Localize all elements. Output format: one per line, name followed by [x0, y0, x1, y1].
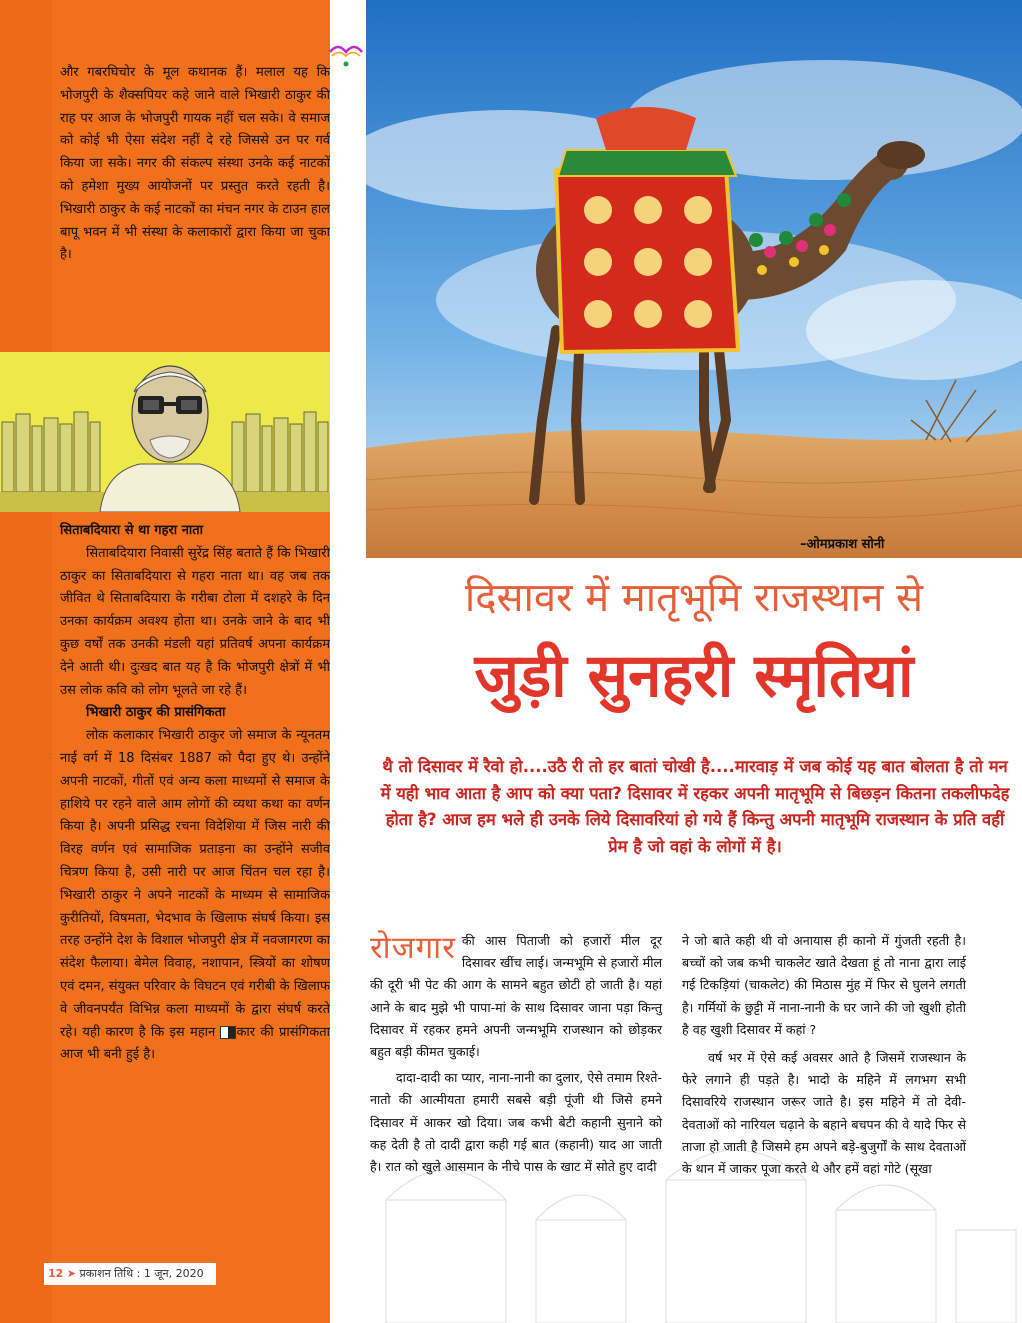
sidebar-body-text: [60, 520, 330, 1067]
headline-line-2: जुड़ी सुनहरी स्मृतियां: [474, 641, 914, 711]
sidebar-edge-strip: [0, 0, 52, 1323]
sidebar-paragraph-sitabdiyara: सिताबदियारा निवासी सुरेंद्र सिंह बताते हैं कि भिखारी ठाकुर का सिताबदियारा से गहरा नाता था। वह जब तक जीवित थे सिताबदियारा के गरीबा टोला में दशहरे के दिन उनका कार्यक्रम अवश्य होता था। उनके जाने के बाद भी कुछ वर्षों तक उनकी मंडली यहां प्रतिवर्ष अपना कार्यक्रम देने आती थी। दुःखद बात यह है कि भोजपुरी क्षेत्रों में भी उस लोक कवि को लोग भूलते जा रहे हैं।: [60, 545, 330, 698]
photo-credit: –ओमप्रकाश सोनी: [800, 537, 885, 552]
decorative-ornament-icon: [326, 40, 366, 70]
sidebar-heading-sitabdiyara: सिताबदियारा से था गहरा नाता: [60, 523, 204, 538]
portrait-bookshelf-drawing: [0, 352, 330, 512]
article-paragraph-3: ने जो बाते कही थी वो अनायास ही कानो में गुंजती रहती है। बच्चों को जब कभी चाकलेट खाते देखता हूं तो नाना द्वारा लाई गई टिकड़ियां (चाकलेट) की मिठास मुंह में फिर से घुलने लगती है। गर्मियों के छुट्टी में नाना-नानी के घर जाने की जो खुशी होती है वह खुशी दिसावर में कहां ?: [682, 933, 966, 1037]
article-paragraph-1: की आस पिताजी को हजारों मील दूर दिसावर खींच लाई। जन्मभूमि से हजारों मील की दूरी भी पेट की आग के सामने बहुत छोटी हो जाती है। यहां आने के बाद मुझे भी पापा-मां के साथ दिसावर जाना पड़ा किन्तु दिसावर में रहकर हमने अपनी जन्मभूमि राजस्थान को छोड़कर बहुत बड़ी कीमत चुकाई।: [370, 933, 662, 1060]
sidebar-paragraph-top: और गबरघिचोर के मूल कथानक हैं। मलाल यह कि भोजपुरी के शैक्सपियर कहे जाने वाले भिखारी ठाकुर की राह पर आज के भोजपुरी गायक नहीं चल सके। वे समाज को कोई भी ऐसा संदेश नहीं दे रहे जिससे उन पर गर्व किया जा सके। नगर की संकल्प संस्था उनके कई नाटकों को हमेशा मुख्य आयोजनों पर प्रस्तुत करते रहती है। भिखारी ठाकुर के कई नाटकों का मंचन नगर के टाउन हाल बापू भवन में भी संस्था के कलाकारों द्वारा किया जा चुका है।: [60, 65, 330, 263]
camel-desert-photo: [366, 0, 1022, 558]
publication-date: प्रकाशन तिथि : 1 जून, 2020: [79, 1267, 204, 1280]
arrow-icon: ➤: [66, 1267, 77, 1280]
relevance-text: लोक कलाकार भिखारी ठाकुर जो समाज के न्यूनतम नाई वर्ग में 18 दिसंबर 1887 को पैदा हुए थे। उन्होंने अपनी नाटकों, गीतों एवं अन्य कला माध्यमों से समाज के हाशिये पर रहने वाले आम लोगों की व्यथा कथा का वर्णन किया है। अपनी प्रसिद्ध रचना विदेशिया में जिस नारी की विरह वर्णन एवं सामाजिक प्रताड़ना का उन्होंने सजीव चित्रण किया है, उसी नारी पर आज चिंतन चल रहा है। भिखारी ठाकुर ने अपने नाटकों के माध्यम से सामाजिक कुरीतियों, विषमता, भेदभाव के खिलाफ संघर्ष किया। इस तरह उन्होंने देश के विशाल भोजपुरी क्षेत्र में नवजागरण का संदेश फैलाया। बेमेल विवाह, नशापान, स्त्रियों का शोषण एवं दमन, संयुक्त परिवार के विघटन एवं गरीबी के खिलाफ वे जीवनपर्यंत विभिन्न कला माध्यमों के द्वारा संघर्ष करते रहे। यही कारण है कि इस महान: [60, 728, 330, 1040]
sidebar-paragraph-relevance: [60, 725, 330, 1067]
camel-scene: [366, 0, 1022, 558]
headline-line-1: दिसावर में मातृभूमि राजस्थान से: [464, 575, 924, 621]
article-column-2: [682, 930, 966, 1180]
article-paragraph-4: वर्ष भर में ऐसे कई अवसर आते है जिसमें राजस्थान के फेरे लगाने ही पड़ते है। भादो के महिने में लगभग सभी दिसावरिये राजस्थान जरूर जाते है। इस महिने में तो देवी-देवताओं को नारियल चढ़ाने के बहाने बचपन की वे यादे फिर से ताजा हो जाती है जिसमे हम अपने बड़े-बुजुर्गों के साथ देवताओं के थान में जाकर पूजा करते थे और हमें वहां गोटे (सूखा: [682, 1050, 966, 1177]
relevance-text-end: कार की प्रासंगिकता आज भी बनी हुई है।: [60, 1024, 330, 1063]
bhikhari-thakur-illustration: [0, 352, 330, 512]
intro-blurb: थै तो दिसावर में रैवो हो....उठै री तो हर बातां चोखी है....मारवाड़ में जब कोई यह बात बोलता है तो मन में यही भाव आता है आप को क्या पता? दिसावर में रहकर अपनी मातृभूमि से बिछड़न कितना तकलीफदेह होता है? आज हम भले ही उनके लिये दिसावरियां हो गये हैं किन्तु अपनी मातृभूमि राजस्थान के प्रति वहीं प्रेम है जो वहां के लोगों में है।: [380, 757, 1010, 856]
page-number: 12: [48, 1267, 64, 1280]
page-footer: [44, 1263, 216, 1285]
opening-word: रोजगार: [370, 930, 456, 966]
inline-box-glyph: [220, 1026, 236, 1039]
column-gutter: [330, 0, 366, 1323]
sidebar-heading-relevance: भिखारी ठाकुर की प्रासंगिकता: [86, 705, 226, 721]
article-column-1: [370, 930, 662, 1178]
article-paragraph-2: दादा-दादी का प्यार, नाना-नानी का दुलार, ऐसे तमाम रिश्ते-नातो की आत्मीयता हमारी सबसे बड़ी पूंजी थी जिसे हमने दिसावर में आकर खो दिया। जब कभी बेटी कहानी सुनाने को कह देती है तो दादी द्वारा कही गई बात (कहानी) याद आ जाती है। रात को खुले आसमान के नीचे पास के खाट में सोते हुए दादी: [370, 1070, 662, 1175]
